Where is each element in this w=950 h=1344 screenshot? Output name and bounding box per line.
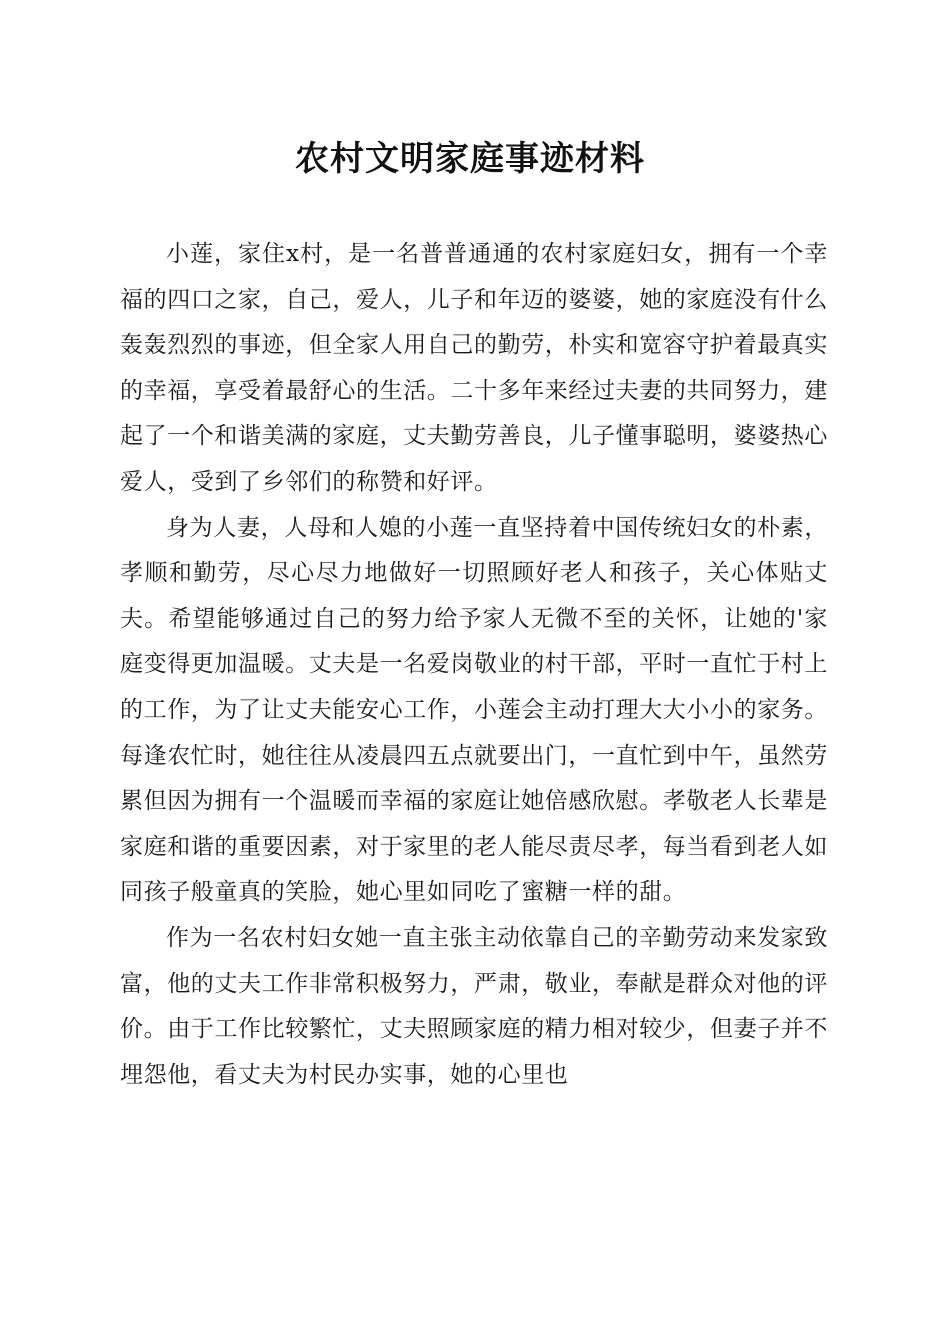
document-body [120, 232, 828, 1098]
paragraph: 小莲，家住x村，是一名普普通通的农村家庭妇女，拥有一个幸福的四口之家，自己，爱人，儿子和年迈的婆婆，她的家庭没有什么轰轰烈烈的事迹，但全家人用自己的勤劳，朴实和宽容守护着最真实的幸福，享受着最舒心的生活。二十多年来经过夫妻的共同努力，建起了一个和谐美满的家庭，丈夫勤劳善良，儿子懂事聪明，婆婆热心爱人，受到了乡邻们的称赞和好评。 [120, 241, 828, 495]
document-title: 农村文明家庭事迹材料 [295, 139, 645, 179]
paragraph: 身为人妻，人母和人媳的小莲一直坚持着中国传统妇女的朴素，孝顺和勤劳，尽心尽力地做好一切照顾好老人和孩子，关心体贴丈夫。希望能够通过自己的努力给予家人无微不至的关怀，让她的'家庭变得更加温暖。丈夫是一名爱岗敬业的村干部，平时一直忙于村上的工作，为了让丈夫能安心工作，小莲会主动打理大大小小的家务。每逢农忙时，她往往从凌晨四五点就要出门，一直忙到中午，虽然劳累但因为拥有一个温暖而幸福的家庭让她倍感欣慰。孝敬老人长辈是家庭和谐的重要因素，对于家里的老人能尽责尽孝，每当看到老人如同孩子般童真的笑脸，她心里如同吃了蜜糖一样的甜。 [120, 514, 828, 906]
paragraph: 作为一名农村妇女她一直主张主动依靠自己的辛勤劳动来发家致富，他的丈夫工作非常积极努力，严肃，敬业，奉献是群众对他的评价。由于工作比较繁忙，丈夫照顾家庭的精力相对较少，但妻子并不埋怨他，看丈夫为村民办实事，她的心里也 [120, 924, 828, 1088]
